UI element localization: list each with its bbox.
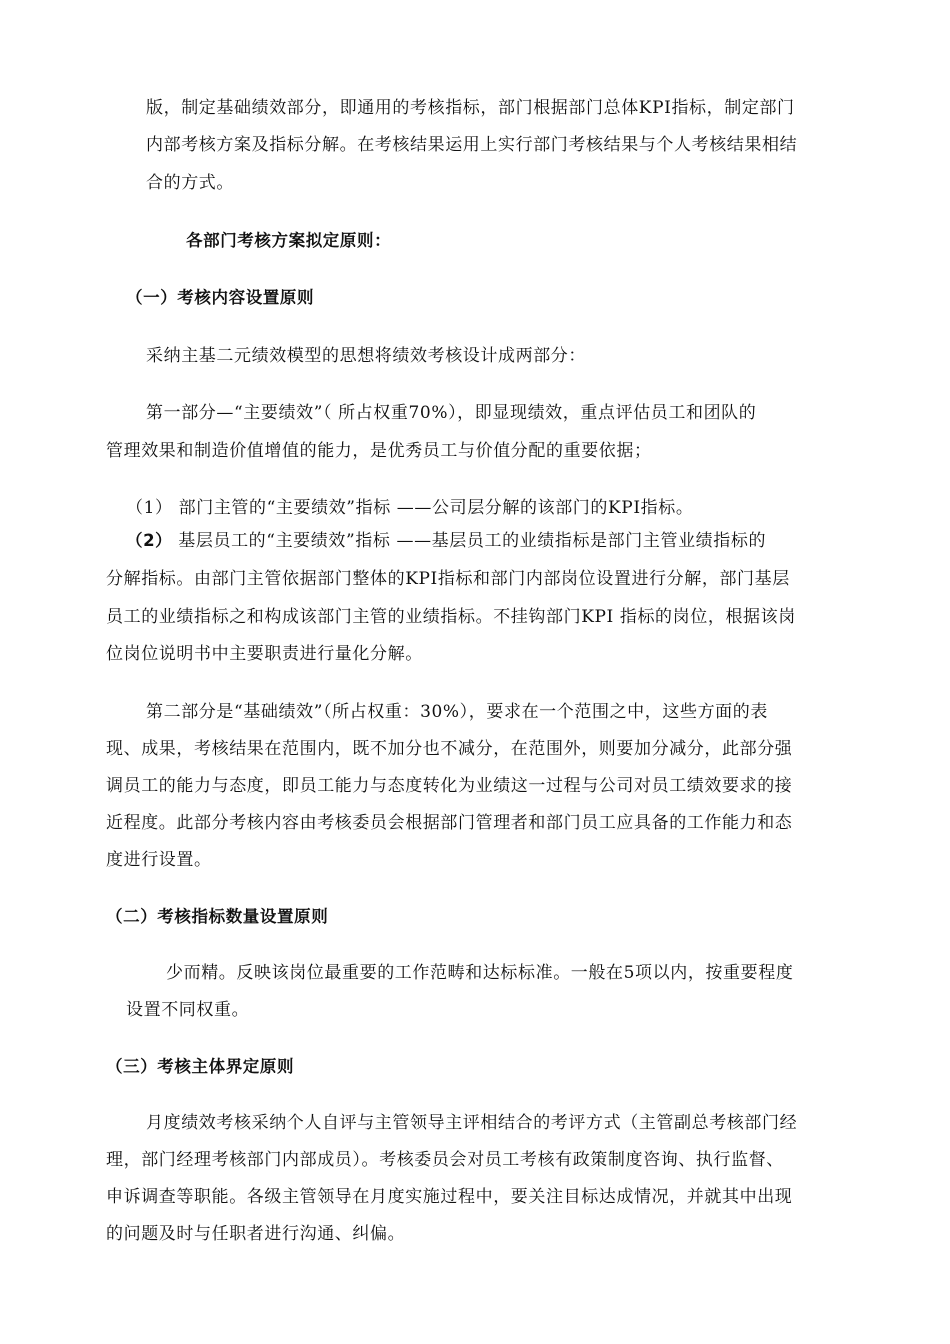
section-3-line-3: 申诉调查等职能。各级主管领导在月度实施过程中，要关注目标达成情况，并就其中出现: [106, 1187, 793, 1207]
intro-line-1: 版，制定基础绩效部分，即通用的考核指标，部门根据部门总体KPI指标，制定部门: [146, 98, 795, 118]
intro-line-3: 合的方式。: [146, 173, 234, 193]
part-1-line-1: 第一部分—“主要绩效”（ 所占权重70%），即显现绩效，重点评估员工和团队的: [146, 403, 757, 423]
part-2-line-5: 度进行设置。: [106, 850, 212, 870]
item-1: （1） 部门主管的“主要绩效”指标 ——公司层分解的该部门的KPI指标。: [126, 498, 694, 518]
section-2-line-1: 少而精。反映该岗位最重要的工作范畴和达标标准。一般在5项以内，按重要程度: [166, 963, 794, 983]
item-2-line-1: [126, 529, 766, 553]
section-1-lead: 采纳主基二元绩效模型的思想将绩效考核设计成两部分：: [146, 346, 586, 366]
section-2-line-2: 设置不同权重。: [126, 1000, 250, 1020]
principles-heading: 各部门考核方案拟定原则：: [186, 231, 392, 250]
section-3-heading: （三）考核主体界定原则: [106, 1057, 295, 1076]
section-3-line-2: 理，部门经理考核部门内部成员）。考核委员会对员工考核有政策制度咨询、执行监督、: [106, 1150, 784, 1170]
section-2-heading: （二）考核指标数量设置原则: [106, 907, 329, 926]
item-2-line-4: 位岗位说明书中主要职责进行量化分解。: [106, 644, 423, 664]
section-3-line-1: 月度绩效考核采纳个人自评与主管领导主评相结合的考评方式（主管副总考核部门经: [146, 1113, 798, 1133]
part-2-line-4: 近程度。此部分考核内容由考核委员会根据部门管理者和部门员工应具备的工作能力和态: [106, 813, 793, 833]
item-2-line-2: 分解指标。由部门主管依据部门整体的KPI指标和部门内部岗位设置进行分解，部门基层: [106, 569, 790, 589]
part-2-line-2: 现、成果，考核结果在范围内，既不加分也不减分，在范围外，则要加分减分，此部分强: [106, 739, 793, 759]
item-2-number: （2）: [126, 531, 173, 550]
intro-line-2: 内部考核方案及指标分解。在考核结果运用上实行部门考核结果与个人考核结果相结: [146, 135, 798, 155]
part-1-line-2: 管理效果和制造价值增值的能力，是优秀员工与价值分配的重要依据；: [106, 441, 652, 461]
part-2-line-3: 调员工的能力与态度，即员工能力与态度转化为业绩这一过程与公司对员工绩效要求的接: [106, 776, 793, 796]
part-2-line-1: 第二部分是“基础绩效”（所占权重：30%），要求在一个范围之中，这些方面的表: [146, 702, 768, 722]
section-1-heading: （一）考核内容设置原则: [126, 288, 315, 307]
item-2-line-3: 员工的业绩指标之和构成该部门主管的业绩指标。不挂钩部门KPI 指标的岗位，根据该岗: [106, 607, 796, 627]
item-2-text: 基层员工的“主要绩效”指标 ——基层员工的业绩指标是部门主管业绩指标的: [172, 531, 767, 551]
section-3-line-4: 的问题及时与任职者进行沟通、纠偏。: [106, 1224, 406, 1244]
